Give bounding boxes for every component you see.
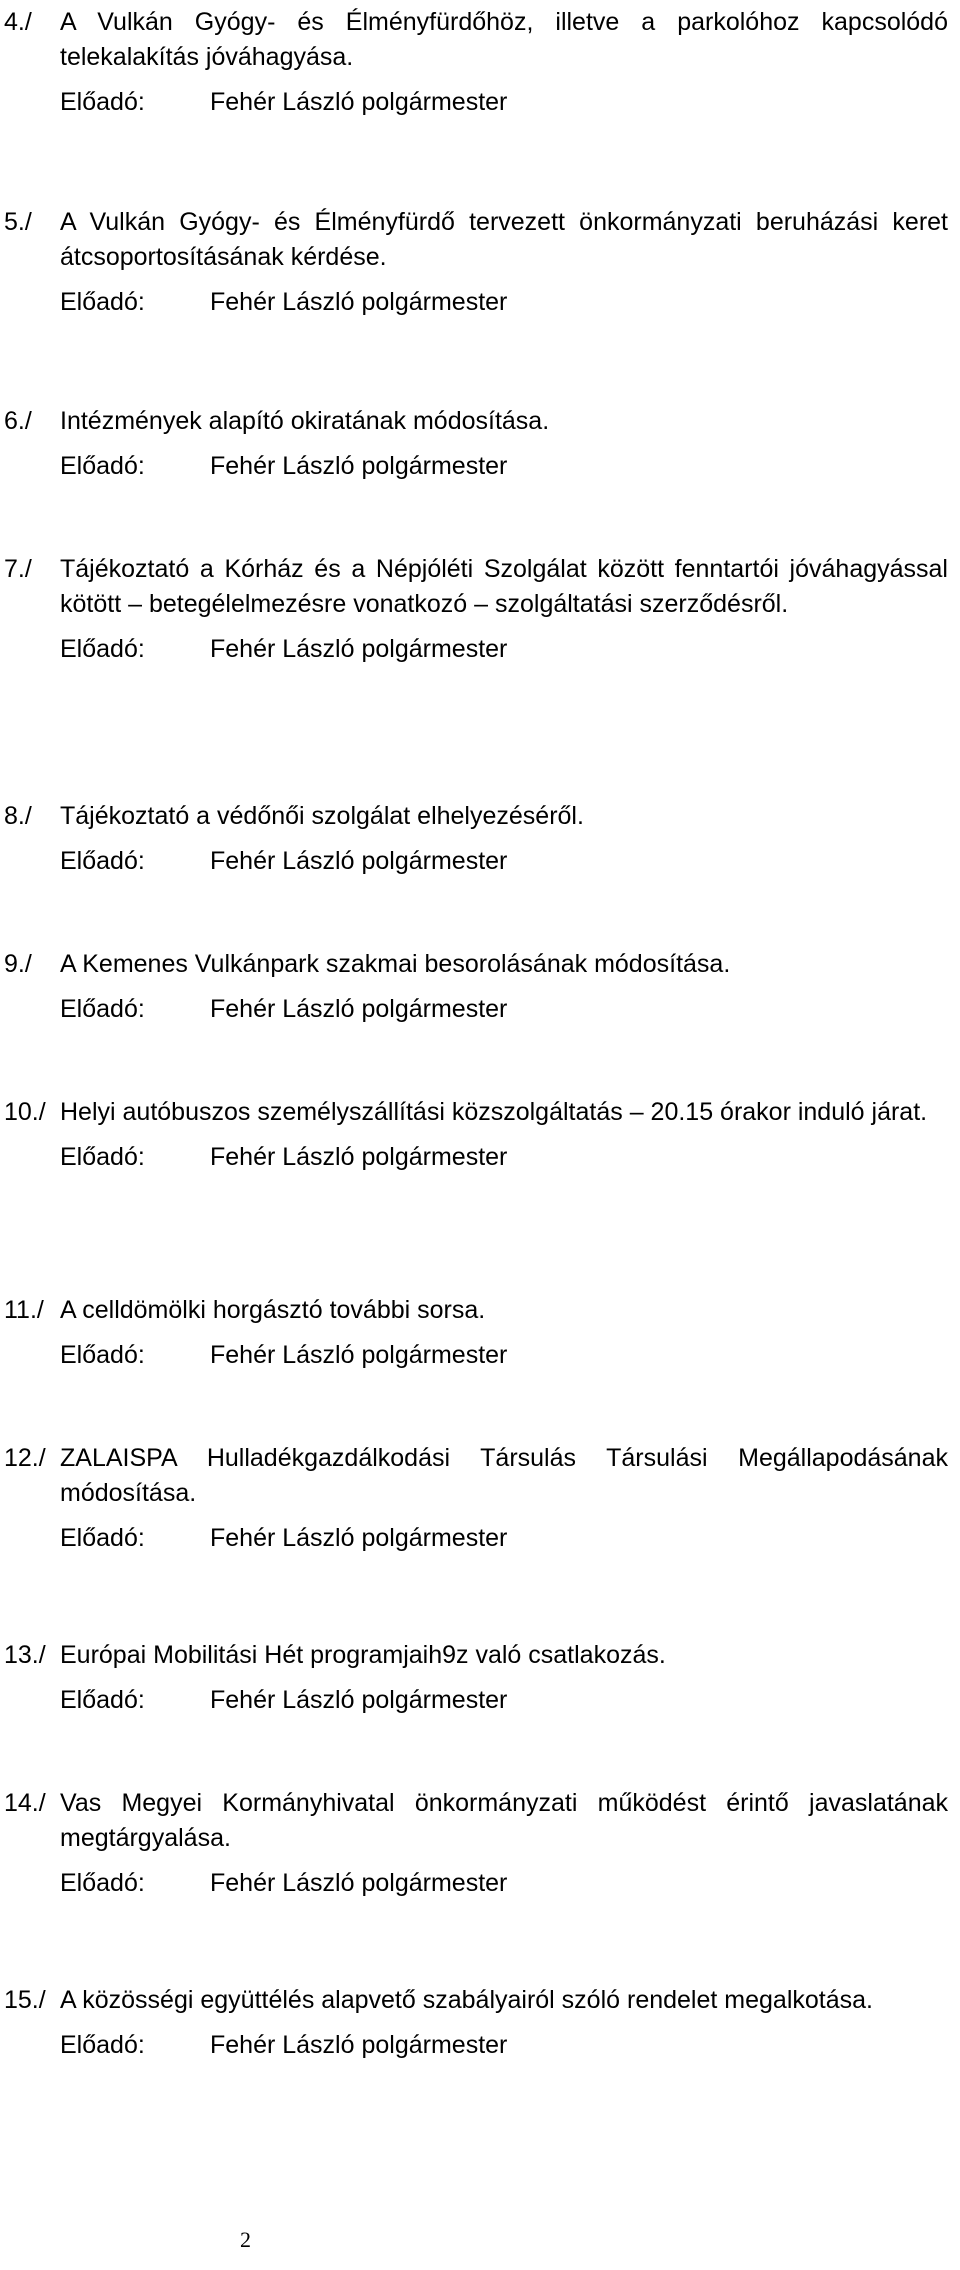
item-title: Vas Megyei Kormányhivatal önkormányzati működést érintő javaslatának megtárgyalása. (60, 1789, 948, 1852)
agenda-item-13 (0, 1638, 948, 1718)
item-number: 4./ (4, 8, 32, 36)
item-number: 10./ (4, 1098, 46, 1126)
agenda-item-9 (0, 947, 948, 1027)
presenter-name: Fehér László polgármester (210, 288, 508, 316)
item-title: Európai Mobilitási Hét programjaih9z való csatlakozás. (60, 1641, 666, 1669)
item-number: 13./ (4, 1641, 46, 1669)
presenter-label: Előadó: (60, 1869, 145, 1897)
item-title: A Vulkán Gyógy- és Élményfürdő tervezett önkormányzati beruházási keret átcsoportosításának kérdése. (60, 208, 948, 271)
presenter-label: Előadó: (60, 1524, 145, 1552)
item-title: Helyi autóbuszos személyszállítási közszolgáltatás – 20.15 órakor induló járat. (60, 1098, 928, 1126)
item-number: 7./ (4, 555, 32, 583)
item-number: 9./ (4, 950, 32, 978)
item-number: 5./ (4, 208, 32, 236)
item-number: 11./ (4, 1296, 44, 1324)
agenda-item-14 (0, 1786, 948, 1901)
agenda-item-10 (0, 1095, 948, 1175)
agenda-item-12 (0, 1441, 948, 1556)
presenter-line (0, 1866, 948, 1901)
item-title: A celldömölki horgásztó további sorsa. (60, 1296, 486, 1324)
item-title: ZALAISPA Hulladékgazdálkodási Társulás Társulási Megállapodásának módosítása. (60, 1444, 948, 1507)
item-number: 14./ (4, 1789, 46, 1817)
agenda-item-11 (0, 1293, 948, 1373)
item-title: Intézmények alapító okiratának módosítása. (60, 407, 550, 435)
presenter-line (0, 285, 948, 320)
presenter-label: Előadó: (60, 1341, 145, 1369)
presenter-name: Fehér László polgármester (210, 2031, 508, 2059)
presenter-label: Előadó: (60, 2031, 145, 2059)
presenter-line (0, 1140, 948, 1175)
presenter-name: Fehér László polgármester (210, 1143, 508, 1171)
item-number: 8./ (4, 802, 32, 830)
presenter-label: Előadó: (60, 1143, 145, 1171)
agenda-item-4 (0, 5, 948, 120)
presenter-line (0, 844, 948, 879)
presenter-name: Fehér László polgármester (210, 847, 508, 875)
presenter-name: Fehér László polgármester (210, 635, 508, 663)
item-number: 15./ (4, 1986, 46, 2014)
presenter-line (0, 1683, 948, 1718)
presenter-name: Fehér László polgármester (210, 1869, 508, 1897)
presenter-line (0, 449, 948, 484)
presenter-label: Előadó: (60, 847, 145, 875)
presenter-label: Előadó: (60, 995, 145, 1023)
agenda-item-5 (0, 205, 948, 320)
presenter-line (0, 1521, 948, 1556)
presenter-name: Fehér László polgármester (210, 452, 508, 480)
presenter-name: Fehér László polgármester (210, 1341, 508, 1369)
agenda-item-15 (0, 1983, 948, 2063)
presenter-label: Előadó: (60, 88, 145, 116)
presenter-name: Fehér László polgármester (210, 1686, 508, 1714)
presenter-line (0, 2028, 948, 2063)
presenter-line (0, 1338, 948, 1373)
item-title: A Vulkán Gyógy- és Élményfürdőhöz, illetve a parkolóhoz kapcsolódó telekalakítás jóváhagyása. (60, 8, 948, 71)
item-title: Tájékoztató a Kórház és a Népjóléti Szolgálat között fenntartói jóváhagyással kötött – betegélelmezésre vonatkozó – szolgáltatási szerződésről. (60, 555, 948, 618)
presenter-label: Előadó: (60, 635, 145, 663)
item-title: A közösségi együttélés alapvető szabályairól szóló rendelet megalkotása. (60, 1986, 873, 2014)
agenda-item-6 (0, 404, 948, 484)
presenter-name: Fehér László polgármester (210, 88, 508, 116)
presenter-label: Előadó: (60, 452, 145, 480)
agenda-item-8 (0, 799, 948, 879)
agenda-item-7 (0, 552, 948, 667)
presenter-name: Fehér László polgármester (210, 1524, 508, 1552)
page-number: 2 (240, 2227, 251, 2252)
presenter-label: Előadó: (60, 288, 145, 316)
item-title: A Kemenes Vulkánpark szakmai besorolásának módosítása. (60, 950, 731, 978)
presenter-line (0, 85, 948, 120)
presenter-name: Fehér László polgármester (210, 995, 508, 1023)
item-title: Tájékoztató a védőnői szolgálat elhelyezéséről. (60, 802, 584, 830)
item-number: 6./ (4, 407, 32, 435)
item-number: 12./ (4, 1444, 46, 1472)
presenter-line (0, 992, 948, 1027)
presenter-label: Előadó: (60, 1686, 145, 1714)
presenter-line (0, 632, 948, 667)
